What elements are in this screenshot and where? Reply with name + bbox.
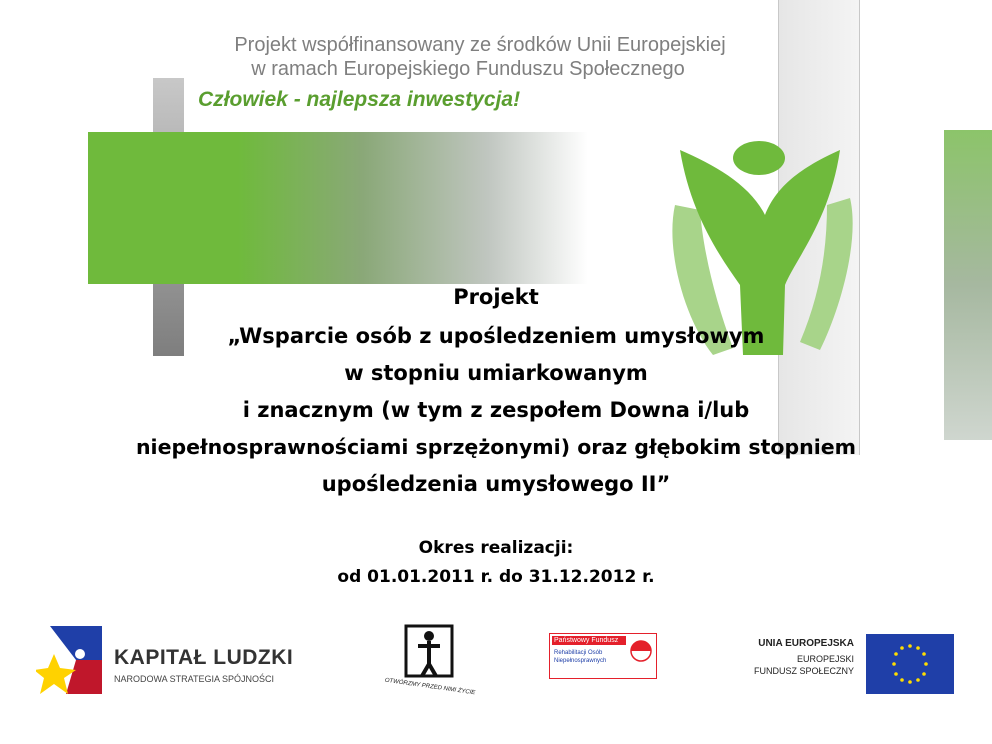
- eu-name: UNIA EUROPEJSKA: [758, 638, 854, 649]
- seal-logo: [382, 624, 478, 708]
- kapital-ludzki-name: KAPITAŁ LUDZKI: [114, 646, 294, 669]
- project-title-line: „Wsparcie osób z upośledzeniem umysłowym: [227, 324, 765, 348]
- pfron-line-3: Niepełnosprawnych: [554, 658, 607, 664]
- period-dates: od 01.01.2011 r. do 31.12.2012 r.: [337, 567, 655, 587]
- project-label: Projekt: [453, 285, 539, 309]
- header-line-1: Projekt współfinansowany ze środków Unii Europejskiej: [234, 34, 726, 56]
- project-title: [0, 318, 992, 503]
- eu-fund-line-1: EUROPEJSKI: [796, 654, 854, 664]
- project-title-line: upośledzenia umysłowego II”: [321, 472, 671, 496]
- pfron-logo: [549, 633, 657, 679]
- green-gradient-band: [88, 132, 588, 284]
- tagline: Człowiek - najlepsza inwestycja!: [198, 88, 521, 111]
- figure-head: [733, 141, 785, 175]
- eu-flag: [866, 634, 954, 694]
- kapital-ludzki-subtitle: NARODOWA STRATEGIA SPÓJNOŚCI: [114, 674, 275, 684]
- project-title-line: niepełnosprawnościami sprzężonymi) oraz głębokim stopniem: [135, 435, 857, 459]
- seal-caption: OTWÓRZMY PRZED NIMI ŻYCIE: [384, 677, 476, 697]
- header-line-2: w ramach Europejskiego Funduszu Społecznego: [251, 58, 685, 80]
- seal-emblem: [382, 624, 478, 680]
- period-label: Okres realizacji:: [418, 538, 574, 558]
- eu-logo: [726, 634, 954, 696]
- eu-fund-line-2: FUNDUSZ SPOŁECZNY: [753, 666, 854, 676]
- project-title-line: w stopniu umiarkowanym: [344, 361, 648, 385]
- kapital-ludzki-logo: [36, 622, 326, 700]
- kapital-ludzki-emblem: [36, 624, 108, 696]
- pfron-title: Państwowy Fundusz: [552, 636, 626, 645]
- pfron-emblem: [630, 640, 652, 662]
- project-title-line: i znacznym (w tym z zespołem Downa i/lub: [242, 398, 750, 422]
- pfron-line-2: Rehabilitacji Osób: [554, 650, 603, 656]
